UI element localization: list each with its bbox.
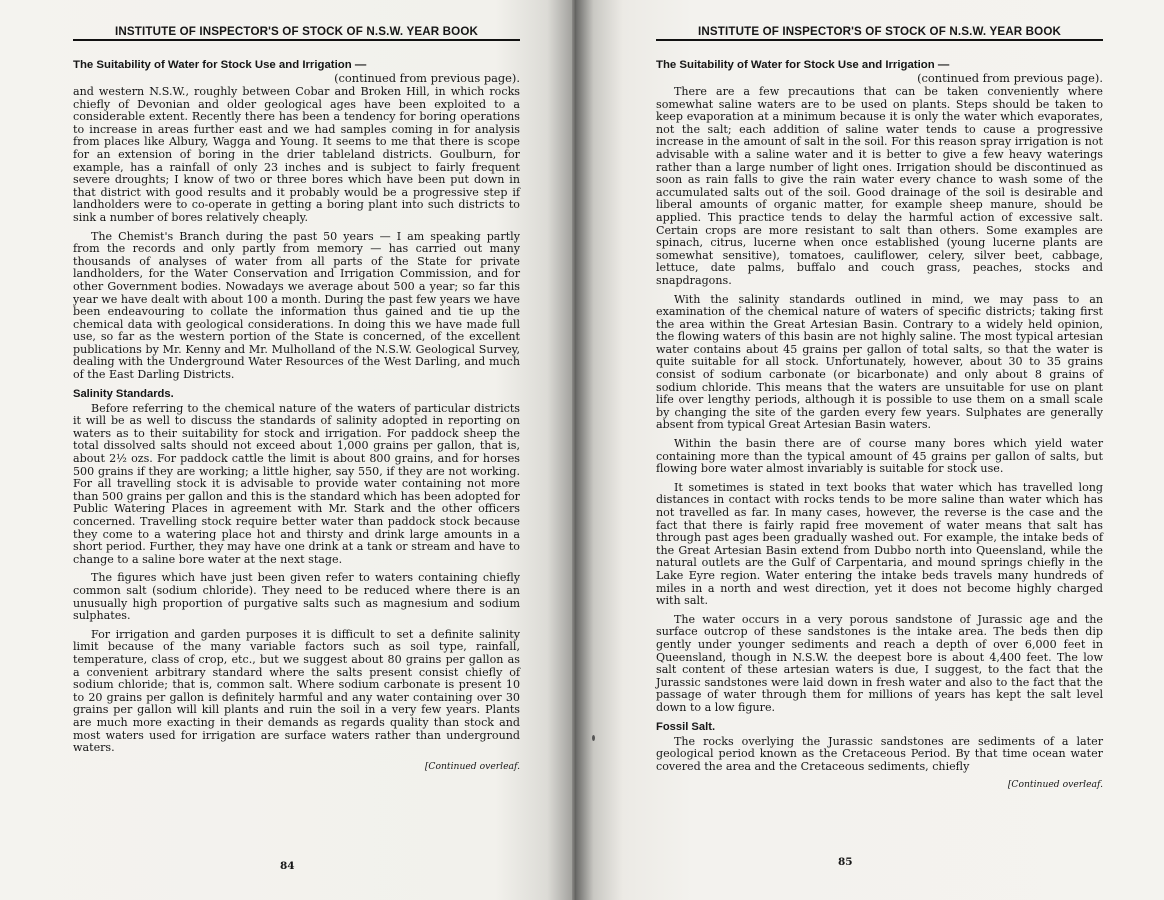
running-header: INSTITUTE OF INSPECTOR'S OF STOCK OF N.S.W. YEAR BOOK (656, 25, 1103, 41)
paragraph: The rocks overlying the Jurassic sandstones are sediments of a later geological period known as the Cretaceous Period. By that time ocean water covered the area and the Cretaceous sediments, chiefly (656, 734, 1103, 773)
ink-speck (592, 735, 595, 741)
left-page (0, 0, 576, 900)
continued-from-note: (continued from previous page). (917, 71, 1103, 85)
paragraph: Within the basin there are of course many bores which yield water containing more than the typical amount of 45 grains per gallon of salts, but flowing bore water almost invariably is suitable for stock use. (656, 437, 1103, 476)
article-title: The Suitability of Water for Stock Use and Irrigation — (73, 59, 367, 71)
left-page-content (73, 25, 520, 772)
continued-overleaf-note: [Continued overleaf. (1007, 779, 1103, 791)
continued-from-note: (continued from previous page). (334, 71, 520, 85)
running-header: INSTITUTE OF INSPECTOR'S OF STOCK OF N.S.W. YEAR BOOK (73, 25, 520, 41)
paragraph: The Chemist's Branch during the past 50 years — I am speaking partly from the records and only partly from memory — has carried out many thousands of analyses of water from all parts of the State for private landholders, for the Water Conservation and Irrigation Commission, and for other Government bodies. Nowadays we average about 500 a year; so far this year we have dealt with about 100 a month. During the past few years we have been endeavouring to collate the information thus gained and tie up the chemical data with geological considerations. In doing this we have made full use, so far as the western portion of the State is concerned, of the excellent publications by Mr. Kenny and Mr. Mulholland of the N.S.W. Geological Survey, dealing with the Underground Water Resources of the West Darling, and much of the East Darling Districts. (73, 229, 520, 382)
page-number: 85 (838, 856, 853, 868)
paragraph: For irrigation and garden purposes it is difficult to set a definite salinity limit because of the many variable factors such as soil type, rainfall, temperature, class of crop, etc., but we suggest about 80 grains per gallon as a convenient arbitrary standard where the salts present consist chiefly of sodium chloride; that is, common salt. Where sodium carbonate is present 10 to 20 grains per gallon is definitely harmful and any water containing over 30 grains per gallon will kill plants and ruin the soil in a very few years. Plants are much more exacting in their demands as regards quality than stock and most waters used for irrigation are surface waters rather than underground waters. (73, 627, 520, 755)
section-heading: Fossil Salt. (656, 720, 716, 733)
right-page-content (656, 25, 1103, 790)
paragraph: The figures which have just been given refer to waters containing chiefly common salt (sodium chloride). They need to be reduced where there is an unusually high proportion of purgative salts such as magnesium and sodium sulphates. (73, 571, 520, 623)
page-number: 84 (280, 860, 295, 872)
continued-overleaf-note: [Continued overleaf. (424, 760, 520, 772)
paragraph: The water occurs in a very porous sandstone of Jurassic age and the surface outcrop of these sandstones is the intake area. The beds then dip gently under younger sediments and reach a depth of over 6,000 feet in Queensland, though in N.S.W. the deepest bore is about 4,400 feet. The low salt content of these artesian waters is due, I suggest, to the fact that the Jurassic sandstones were laid down in fresh water and also to the fact that the passage of water through them for millions of years has kept the salt level down to a low figure. (656, 612, 1103, 714)
paragraph: Before referring to the chemical nature of the waters of particular districts it will be as well to discuss the standards of salinity adopted in reporting on waters as to their suitability for stock and irrigation. For paddock sheep the total dissolved salts should not exceed about 1,000 grains per gallon, that is, about 2½ ozs. For paddock cattle the limit is about 800 grains, and for horses 500 grains if they are working; a little higher, say 550, if they are not working. For all travelling stock it is advisable to provide water containing not more than 500 grains per gallon and this is the standard which has been adopted for Public Watering Places in agreement with Mr. Stark and the other officers concerned. Travelling stock require better water than paddock stock because they come to a watering place hot and thirsty and drink large amounts in a short period. Further, they may have one drink at a tank or stream and have to change to a saline bore water at the next stage. (73, 401, 520, 566)
paragraph: With the salinity standards outlined in mind, we may pass to an examination of the chemical nature of waters of specific districts; taking first the area within the Great Artesian Basin. Contrary to a widely held opinion, the flowing waters of this basin are not highly saline. The most typical artesian water contains about 45 grains per gallon of total salts, so that the water is quite suitable for all stock. Unfortunately, however, about 30 to 35 grains consist of sodium carbonate (or bicarbonate) and only about 8 grains of sodium chloride. This means that the waters are unsuitable for use on plant life over lengthy periods, although it is possible to use them on a small scale by changing the site of the garden every few years. Sulphates are generally absent from typical Great Artesian Basin waters. (656, 292, 1103, 432)
section-heading: Salinity Standards. (73, 387, 174, 400)
paragraph: There are a few precautions that can be taken conveniently where somewhat saline waters are to be used on plants. Steps should be taken to keep evaporation at a minimum because it is only the water which evaporates, not the salt; each addition of saline water tends to cause a progressive increase in the amount of salt in the soil. For this reason spray irrigation is not advisable with a saline water and it is better to give a few heavy waterings rather than a large number of light ones. Irrigation should be discontinued as soon as rain falls to give the rain water every chance to wash some of the accumulated salts out of the soil. Good drainage of the soil is desirable and liberal amounts of organic matter, for example sheep manure, should be applied. This practice tends to delay the harmful action of excessive salt. Certain crops are more resistant to salt than others. Some examples are spinach, citrus, lucerne when once established (young lucerne plants are somewhat sensitive), tomatoes, cauliflower, celery, silver beet, cabbage, lettuce, date palms, buffalo and couch grass, peaches, stocks and snapdragons. (656, 85, 1103, 287)
article-title: The Suitability of Water for Stock Use and Irrigation — (656, 59, 950, 71)
right-page (576, 0, 1164, 900)
paragraph: It sometimes is stated in text books that water which has travelled long distances in contact with rocks tends to be more saline than water which has not travelled as far. In many cases, however, the reverse is the case and the fact that there is fairly rapid free movement of water means that salt has through past ages been gradually washed out. For example, the intake beds of the Great Artesian Basin extend from Dubbo north into Queensland, while the natural outlets are the Gulf of Carpentaria, and mound springs chiefly in the Lake Eyre region. Water entering the intake beds travels many hundreds of miles in a north and west direction, yet it does not become highly charged with salt. (656, 480, 1103, 608)
paragraph: and western N.S.W., roughly between Cobar and Broken Hill, in which rocks chiefly of Devonian and older geological ages have been exploited to a considerable extent. Recently there has been a tendency for boring operations to increase in areas further east and we had samples coming in for analysis from places like Albury, Wagga and Young. It seems to me that there is scope for an extension of boring in the drier tableland districts. Goulburn, for example, has a rainfall of only 23 inches and is subject to fairly frequent severe droughts; I know of two or three bores which have been put down in that district with good results and it probably would be a progressive step if landholders were to co-operate in getting a boring plant into such districts to sink a number of bores relatively cheaply. (73, 85, 520, 224)
